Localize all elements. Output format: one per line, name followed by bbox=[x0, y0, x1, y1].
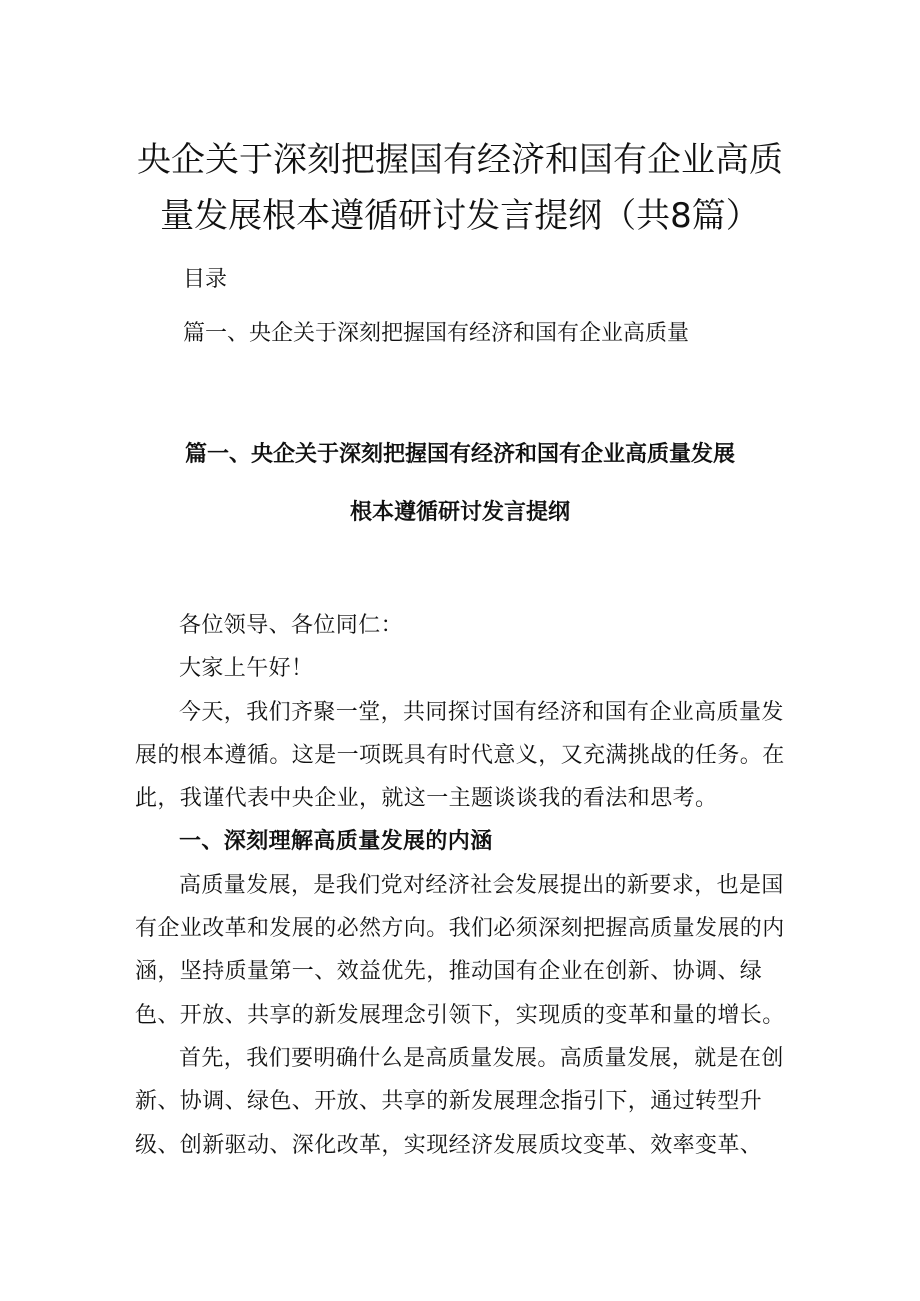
section-title-line2: 根本遵循研讨发言提纲 bbox=[349, 500, 570, 525]
body-paragraph: 今天，我们齐聚一堂，共同探讨国有经济和国有企业高质量发展的根本遵循。这是一项既具有时代意义，又充满挑战的任务。在此，我谨代表中央企业，就这一主题谈谈我的看法和思考。 bbox=[135, 699, 785, 812]
document-title: 央企关于深刻把握国有经济和国有企业高质量发展根本遵循研讨发言提纲（共8篇） bbox=[137, 140, 783, 236]
subsection-heading: 一、深刻理解高质量发展的内涵 bbox=[179, 829, 493, 855]
greeting: 大家上午好！ bbox=[179, 656, 314, 682]
salutation: 各位领导、各位同仁： bbox=[179, 613, 404, 638]
document-body bbox=[135, 604, 795, 1167]
body-paragraph: 首先，我们要明确什么是高质量发展。高质量发展，就是在创新、协调、绿色、开放、共享的新发展理念指引下，通过转型升级、创新驱动、深化改革，实现经济发展质坟变革、效率变革、 bbox=[135, 1045, 784, 1158]
body-paragraph: 高质量发展，是我们党对经济社会发展提出的新要求，也是国有企业改革和发展的必然方向。我们必须深刻把握高质量发展的内涵，坚持质量第一、效益优先，推动国有企业在创新、协调、绿色、开放、共享的新发展理念引领下，实现质的变革和量的增长。 bbox=[135, 872, 785, 1028]
section-title-line1: 篇一、央企关于深刻把握国有经济和国有企业高质量发展 bbox=[184, 442, 735, 467]
toc-item-1[interactable]: 篇一、央企关于深刻把握国有经济和国有企业高质量 bbox=[183, 321, 690, 346]
toc-heading: 目录 bbox=[183, 267, 228, 292]
